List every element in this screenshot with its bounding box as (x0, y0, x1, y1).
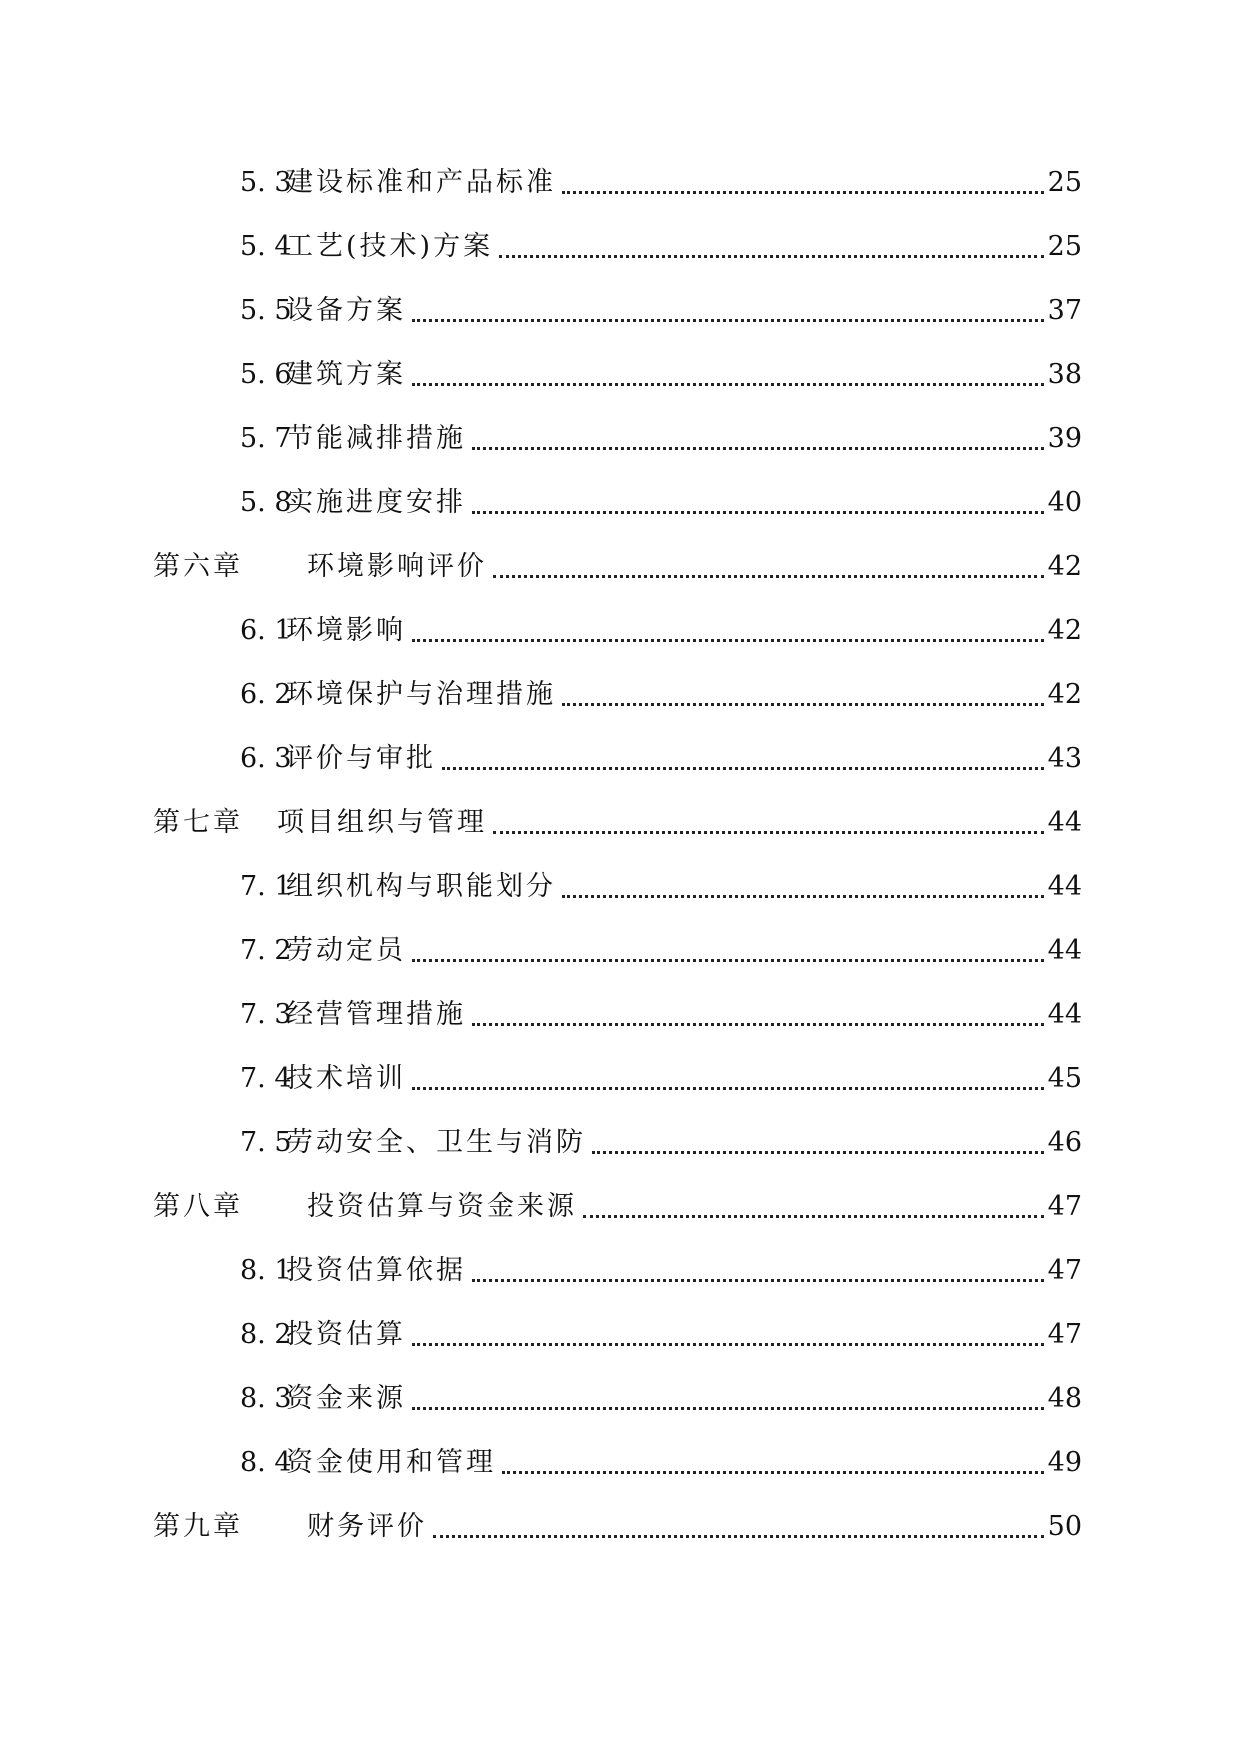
toc-entry[interactable] (240, 291, 1082, 331)
toc-entry-page: 50 (1047, 1511, 1082, 1542)
toc-entry-title: 投资估算依据 (286, 1255, 466, 1286)
toc-entry-page: 44 (1047, 807, 1082, 838)
toc-entry-page: 37 (1047, 295, 1082, 326)
dot-leader (499, 255, 1044, 258)
toc-entry[interactable] (240, 355, 1082, 395)
dot-leader (493, 831, 1044, 834)
toc-entry-number: 7. 5 (240, 1127, 292, 1158)
toc-chapter-entry[interactable] (153, 547, 1082, 587)
dot-leader (412, 639, 1044, 642)
toc-entry-title: 环境影响 (286, 615, 406, 646)
dot-leader (562, 191, 1044, 194)
toc-entry-page: 43 (1047, 743, 1082, 774)
toc-entry-title: 环境保护与治理措施 (286, 679, 556, 710)
toc-entry[interactable] (240, 867, 1082, 907)
dot-leader (472, 511, 1044, 514)
toc-entry-page: 47 (1047, 1319, 1082, 1350)
toc-entry-number: 5. 3 (240, 167, 292, 198)
toc-entry-number: 5. 7 (240, 423, 292, 454)
toc-entry-title: 劳动安全、卫生与消防 (286, 1127, 586, 1158)
dot-leader (502, 1471, 1044, 1474)
toc-chapter-title: 环境影响评价 (307, 551, 487, 582)
dot-leader (562, 895, 1044, 898)
toc-chapter-title: 财务评价 (307, 1511, 427, 1542)
dot-leader (472, 1279, 1044, 1282)
toc-entry[interactable] (240, 995, 1082, 1035)
toc-entry-number: 7. 2 (240, 935, 292, 966)
toc-entry-title: 建设标准和产品标准 (286, 167, 556, 198)
toc-chapter-entry[interactable] (153, 803, 1082, 843)
toc-entry-title: 投资估算 (286, 1319, 406, 1350)
toc-entry-title: 建筑方案 (286, 359, 406, 390)
toc-chapter-entry[interactable] (153, 1187, 1082, 1227)
toc-chapter-title: 项目组织与管理 (277, 807, 487, 838)
toc-entry[interactable] (240, 1123, 1082, 1163)
toc-chapter-entry[interactable] (153, 1507, 1082, 1547)
toc-entry[interactable] (240, 227, 1082, 267)
toc-chapter-number: 第九章 (153, 1511, 243, 1542)
toc-entry[interactable] (240, 163, 1082, 203)
dot-leader (493, 575, 1044, 578)
toc-entry-page: 38 (1047, 359, 1082, 390)
dot-leader (562, 703, 1044, 706)
toc-chapter-number: 第七章 (153, 807, 243, 838)
toc-entry[interactable] (240, 419, 1082, 459)
dot-leader (433, 1535, 1044, 1538)
toc-entry[interactable] (240, 611, 1082, 651)
toc-entry[interactable] (240, 739, 1082, 779)
toc-entry[interactable] (240, 1059, 1082, 1099)
dot-leader (412, 1343, 1044, 1346)
dot-leader (412, 1407, 1044, 1410)
dot-leader (592, 1151, 1044, 1154)
toc-entry-number: 7. 1 (240, 871, 292, 902)
toc-entry-title: 资金来源 (286, 1383, 406, 1414)
toc-chapter-number: 第六章 (153, 551, 243, 582)
toc-entry-page: 45 (1047, 1063, 1082, 1094)
dot-leader (442, 767, 1044, 770)
dot-leader (412, 383, 1044, 386)
toc-entry-title: 资金使用和管理 (286, 1447, 496, 1478)
toc-entry-number: 7. 3 (240, 999, 292, 1030)
toc-entry-number: 5. 4 (240, 231, 292, 262)
toc-entry-title: 经营管理措施 (286, 999, 466, 1030)
toc-entry-page: 25 (1047, 231, 1082, 262)
toc-entry-page: 44 (1047, 999, 1082, 1030)
dot-leader (412, 319, 1044, 322)
toc-entry-page: 48 (1047, 1383, 1082, 1414)
toc-entry-page: 47 (1047, 1255, 1082, 1286)
toc-entry-number: 7. 4 (240, 1063, 292, 1094)
toc-entry-page: 42 (1047, 551, 1082, 582)
toc-entry-page: 25 (1047, 167, 1082, 198)
toc-chapter-title: 投资估算与资金来源 (307, 1191, 577, 1222)
toc-entry-title: 组织机构与职能划分 (286, 871, 556, 902)
toc-entry[interactable] (240, 675, 1082, 715)
dot-leader (412, 1087, 1044, 1090)
toc-entry-number: 6. 2 (240, 679, 292, 710)
toc-entry[interactable] (240, 483, 1082, 523)
toc-entry-number: 8. 1 (240, 1255, 292, 1286)
toc-entry-page: 39 (1047, 423, 1082, 454)
toc-entry-page: 47 (1047, 1191, 1082, 1222)
toc-entry-title: 设备方案 (286, 295, 406, 326)
toc-entry-number: 5. 8 (240, 487, 292, 518)
toc-entry-page: 42 (1047, 615, 1082, 646)
toc-entry-title: 节能减排措施 (286, 423, 466, 454)
toc-entry[interactable] (240, 1443, 1082, 1483)
toc-entry-number: 6. 3 (240, 743, 292, 774)
toc-entry-title: 劳动定员 (286, 935, 406, 966)
toc-entry-number: 8. 4 (240, 1447, 292, 1478)
toc-entry[interactable] (240, 1251, 1082, 1291)
toc-entry[interactable] (240, 931, 1082, 971)
toc-entry-page: 49 (1047, 1447, 1082, 1478)
toc-entry-number: 8. 2 (240, 1319, 292, 1350)
toc-entry-number: 5. 6 (240, 359, 292, 390)
toc-entry[interactable] (240, 1315, 1082, 1355)
toc-entry-title: 评价与审批 (286, 743, 436, 774)
dot-leader (583, 1215, 1044, 1218)
dot-leader (412, 959, 1044, 962)
toc-entry-page: 46 (1047, 1127, 1082, 1158)
toc-entry-page: 44 (1047, 935, 1082, 966)
toc-entry-title: 技术培训 (286, 1063, 406, 1094)
toc-entry[interactable] (240, 1379, 1082, 1419)
toc-entry-number: 5. 5 (240, 295, 292, 326)
toc-entry-page: 40 (1047, 487, 1082, 518)
toc-entry-page: 42 (1047, 679, 1082, 710)
toc-entry-number: 8. 3 (240, 1383, 292, 1414)
toc-entry-number: 6. 1 (240, 615, 292, 646)
toc-entry-title: 实施进度安排 (286, 487, 466, 518)
toc-entry-title: 工艺(技术)方案 (286, 231, 494, 262)
toc-chapter-number: 第八章 (153, 1191, 243, 1222)
toc-entry-page: 44 (1047, 871, 1082, 902)
dot-leader (472, 447, 1044, 450)
dot-leader (472, 1023, 1044, 1026)
